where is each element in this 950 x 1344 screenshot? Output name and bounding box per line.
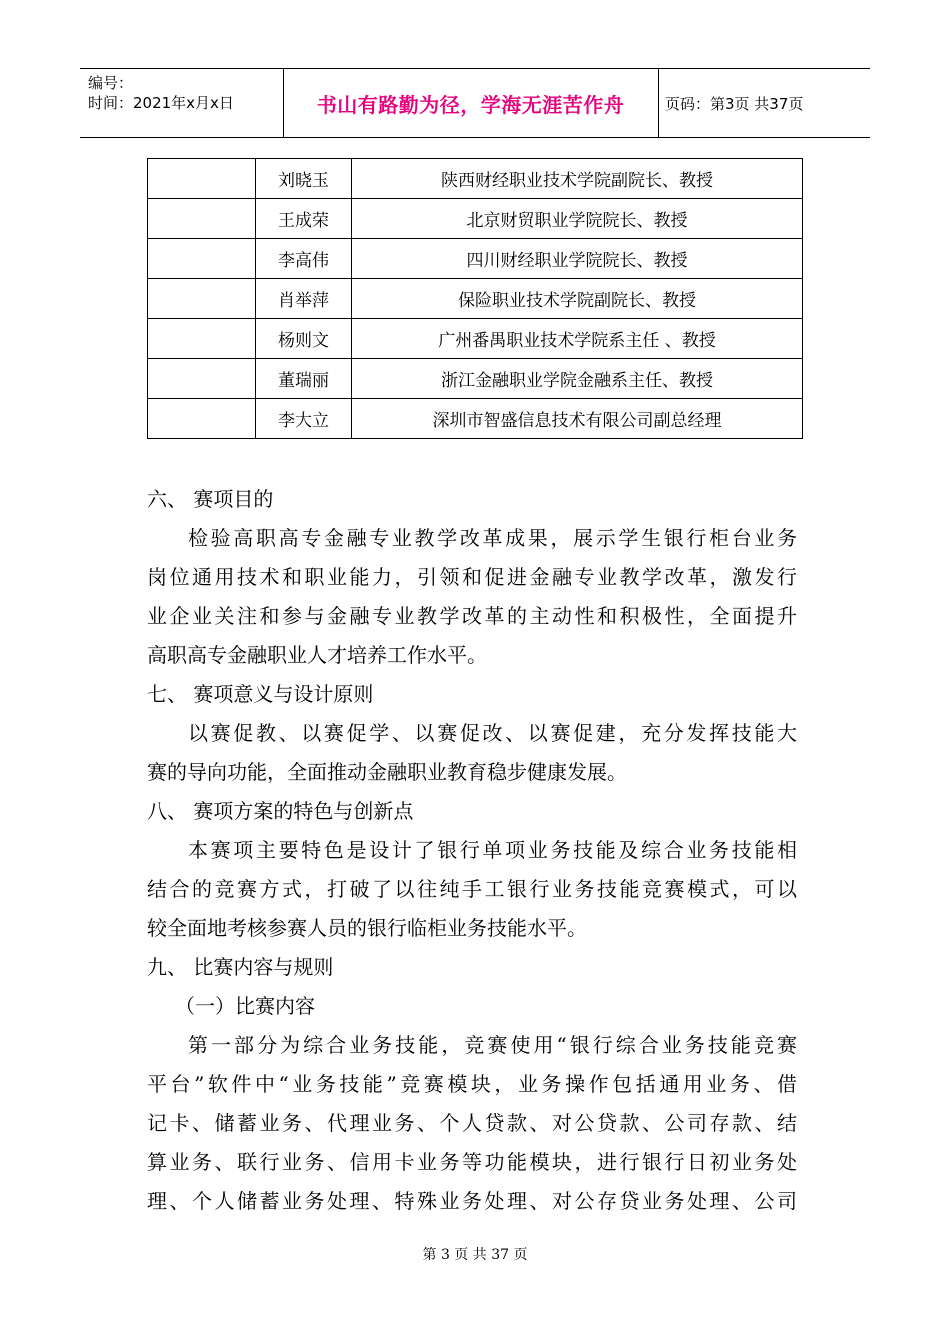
table-cell-empty <box>148 319 256 359</box>
section-heading-9: 九、 比赛内容与规则 <box>147 955 334 979</box>
member-title: 深圳市智盛信息技术有限公司副总经理 <box>352 399 803 439</box>
page-footer: 第 3 页 共 37 页 <box>422 1247 528 1263</box>
table-row <box>148 159 803 199</box>
table-cell-empty <box>148 199 256 239</box>
member-name: 杨则文 <box>256 319 352 359</box>
header-motto: 书山有路勤为径，学海无涯苦作舟 <box>316 92 625 117</box>
table-cell-empty <box>148 399 256 439</box>
member-title: 浙江金融职业学院金融系主任、教授 <box>352 359 803 399</box>
doc-code-label: 编号： <box>88 74 134 92</box>
table-row <box>148 399 803 439</box>
section-heading-6: 六、 赛项目的 <box>147 487 274 511</box>
subsection-heading: （一）比赛内容 <box>175 994 315 1018</box>
paragraph-line: 记卡、储蓄业务、代理业务、个人贷款、对公贷款、公司存款、结 <box>147 1111 797 1135</box>
paragraph-line: 本赛项主要特色是设计了银行单项业务技能及综合业务技能相 <box>188 838 797 862</box>
table-row <box>148 239 803 279</box>
table-cell-empty <box>148 239 256 279</box>
member-table <box>147 158 803 439</box>
member-title: 广州番禺职业技术学院系主任 、教授 <box>352 319 803 359</box>
header-motto-cell <box>283 69 659 137</box>
paragraph-line: 业企业关注和参与金融专业教学改革的主动性和积极性，全面提升 <box>147 604 797 628</box>
table-cell-empty <box>148 279 256 319</box>
member-title: 四川财经职业学院院长、教授 <box>352 239 803 279</box>
page-header <box>80 68 870 138</box>
paragraph-line: 算业务、联行业务、信用卡业务等功能模块，进行银行日初业务处 <box>147 1150 797 1174</box>
member-title: 陕西财经职业技术学院副院长、教授 <box>352 159 803 199</box>
paragraph-line: 较全面地考核参赛人员的银行临柜业务技能水平。 <box>147 916 587 940</box>
table-row <box>148 319 803 359</box>
table-row <box>148 359 803 399</box>
section-heading-7: 七、 赛项意义与设计原则 <box>147 682 374 706</box>
paragraph-line: 第一部分为综合业务技能，竞赛使用“银行综合业务技能竞赛 <box>188 1033 797 1057</box>
paragraph-line: 高职高专金融职业人才培养工作水平。 <box>147 643 487 667</box>
table-cell-empty <box>148 359 256 399</box>
member-name: 董瑞丽 <box>256 359 352 399</box>
doc-time-label: 时间：2021年x月x日 <box>88 94 234 112</box>
member-title: 北京财贸职业学院院长、教授 <box>352 199 803 239</box>
paragraph-line: 平台”软件中“业务技能”竞赛模块，业务操作包括通用业务、借 <box>147 1072 797 1096</box>
member-name: 王成荣 <box>256 199 352 239</box>
member-name: 李高伟 <box>256 239 352 279</box>
table-row <box>148 199 803 239</box>
paragraph-line: 赛的导向功能，全面推动金融职业教育稳步健康发展。 <box>147 760 627 784</box>
paragraph-line: 结合的竞赛方式，打破了以往纯手工银行业务技能竞赛模式，可以 <box>147 877 797 901</box>
paragraph-line: 检验高职高专金融专业教学改革成果，展示学生银行柜台业务 <box>188 526 797 550</box>
table-row <box>148 279 803 319</box>
section-heading-8: 八、 赛项方案的特色与创新点 <box>147 799 414 823</box>
member-title: 保险职业技术学院副院长、教授 <box>352 279 803 319</box>
paragraph-line: 岗位通用技术和职业能力，引领和促进金融专业教学改革，激发行 <box>147 565 797 589</box>
header-meta <box>80 69 284 137</box>
member-name: 刘晓玉 <box>256 159 352 199</box>
document-body <box>147 480 797 1221</box>
member-name: 肖举萍 <box>256 279 352 319</box>
header-page-info: 页码：第3页 共37页 <box>665 94 804 113</box>
table-cell-empty <box>148 159 256 199</box>
paragraph-line: 理、个人储蓄业务处理、特殊业务处理、对公存贷业务处理、公司 <box>147 1189 797 1213</box>
member-name: 李大立 <box>256 399 352 439</box>
paragraph-line: 以赛促教、以赛促学、以赛促改、以赛促建，充分发挥技能大 <box>188 721 797 745</box>
